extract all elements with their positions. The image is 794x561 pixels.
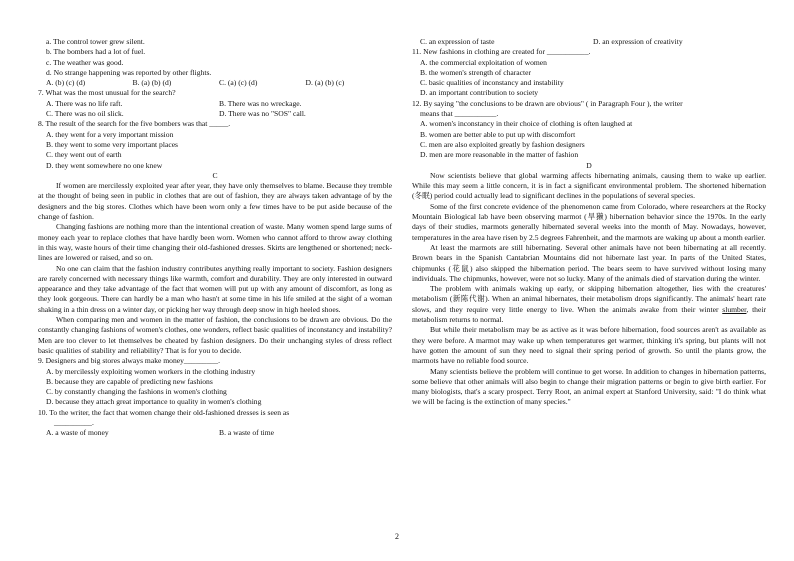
q8-option-a[interactable]: A. they went for a very important mission [46,129,174,139]
q7-options-row1 [38,99,392,109]
q11-stem: 11. New fashions in clothing are created for ___________. [412,47,591,57]
q11-option-a[interactable]: A. the commercial exploitation of women [420,57,547,67]
choice-d[interactable]: D. (a) (b) (c) [305,78,345,88]
q9-option-a[interactable]: A. by mercilessly exploiting women workers in the clothing industry [46,366,256,376]
q10-option-b[interactable]: B. a waste of time [219,428,275,438]
passage-d-paragraph-2: Some of the first concrete evidence of the phenomenon came from Colorado, where researchers at the Rocky Mountain Biological lab have been observing marmot (旱獭) hibernation behavior since the 1970s. In the early days of their studies, marmots generally hibernated several weeks into the month of May. Nowadays, however, temperatures in the area have risen by 2.5 degrees Fahrenheit, and the marmots are waking up about a month earlier. [412,201,766,242]
q7-option-b[interactable]: B. There was no wreckage. [219,98,302,108]
page-number: 2 [395,532,399,541]
passage-c-paragraph-3: No one can claim that the fashion industry contributes anything really important to society. Fashion designers are rarely concerned with necessary things like warmth, comfort and durability. They are only interested in outward appearance and they take advantage of the fact that women will put up with any amount of discomfort, as long as they look gorgeous. There can hardly be a man who hasn't at some time in his life smiled at the sight of a woman shaking in a thin dress on a winter day, or picking her way through deep snow in high heeled shoes. [38,263,392,314]
q12-option-b[interactable]: B. women are better able to put up with discomfort [420,129,576,139]
q7-option-d[interactable]: D. There was no "SOS" call. [219,109,306,119]
q9-option-b[interactable]: B. because they are capable of predicting new fashions [46,376,213,386]
q6-choices [38,78,392,88]
passage-d-paragraph-4 [412,284,766,325]
q10-option-c[interactable]: C. an expression of taste [420,37,495,46]
q10-option-a[interactable]: A. a waste of money [46,428,109,438]
q10-option-d[interactable]: D. an expression of creativity [593,37,683,46]
q12-stem-line1: 12. By saying "the conclusions to be drawn are obvious" ( in Paragraph Four ), the writer [412,98,683,108]
q11-option-c[interactable]: C. basic qualities of inconstancy and instability [420,78,564,88]
section-d-heading: D [586,160,592,170]
underlined-word-slumber: slumber [722,304,747,314]
q7-option-c[interactable]: C. There was no oil slick. [46,109,124,119]
section-c-heading: C [212,170,218,180]
q8-option-b[interactable]: B. they went to some very important places [46,139,179,149]
q8-option-d[interactable]: D. they went somewhere no one knew [46,160,163,170]
q11-option-d[interactable]: D. an important contribution to society [420,88,539,98]
q7-statement-b: b. The bombers had a lot of fuel. [46,47,146,57]
q10-options-row2 [412,37,766,47]
q7-statement-a: a. The control tower grew silent. [46,37,145,46]
q9-option-c[interactable]: C. by constantly changing the fashions in women's clothing [46,387,227,397]
q10-blank: __________. [54,417,94,427]
q12-option-d[interactable]: D. men are more reasonable in the matter of fashion [420,150,579,160]
q9-stem: 9. Designers and big stores always make money_________. [38,356,221,366]
passage-d-paragraph-3: At least the marmots are still hibernating. Several other animals have not been hibernating at all recently. Brown bears in the Spanish Cantabrian Mountains did not hibernate last year. In parts of the United States, chipmunks (花鼠) also skipped the hibernation period. The bears seem to have survived without losing many individuals. The chipmunks, however, were not so lucky. Many of the animals died of starvation during the winter. [412,242,766,283]
passage-c-paragraph-4: When comparing men and women in the matter of fashion, the conclusions to be drawn are obvious. Do the constantly changing fashions of women's clothes, one wonders, reflect basic qualities of inconstancy and instability? Men are too clever to let themselves be cheated by fashion designers. Do their unchanging styles of dress reflect basic qualities of stability and reliability? That is for you to decide. [38,315,392,355]
passage-c-paragraph-2: Changing fashions are nothing more than the intentional creation of waste. Many women spend large sums of money each year to replace clothes that have hardly been worn. Women who cannot afford to throw away clothing in this way, waste hours of their time changing their old-fashioned dresses. Skirts are lengthened or shortened; neck-lines are lowered or raised, and so on. [38,222,392,263]
q11-option-b[interactable]: B. the women's strength of character [420,67,532,77]
passage-c-paragraph-1: If women are mercilessly exploited year after year, they have only themselves to blame. Because they tremble at the thought of being seen in public in clothes that are out of fashion, they are always taken advantage of by the designers and the big stores. Clothes which have been worn only a few times have to be put aside because of the change of fashion. [38,181,392,222]
right-column [412,37,766,408]
q10-options-row1 [38,428,392,438]
q8-option-c[interactable]: C. they went out of earth [46,150,122,160]
q9-option-d[interactable]: D. because they attach great importance to quality in women's clothing [46,397,262,407]
q7-options-row2 [38,109,392,119]
q7-stem: 7. What was the most unusual for the search? [38,88,176,98]
choice-c[interactable]: C. (a) (c) (d) [219,78,258,88]
q12-option-a[interactable]: A. women's inconstancy in their choice of clothing is often laughed at [420,119,633,129]
q7-statement-d: d. No strange happening was reported by other flights. [46,67,212,77]
q7-option-a[interactable]: A. There was no life raft. [46,98,123,108]
paragraph-4-tail: , their metabolism returns to normal. [412,304,766,325]
choice-b[interactable]: B. (a) (b) (d) [132,78,172,88]
choice-a[interactable]: A. (b) (c) (d) [46,78,86,88]
passage-d-paragraph-6: Many scientists believe the problem will continue to get worse. In addition to changes in hibernation patterns, some believe that other animals will also begin to change their migration patterns or begin to give birth earlier. For many biologists, that's a scary prospect. Terry Root, an animal expert at Stanford University, said: "I do think what we will be facing is the extinction of many species." [412,366,766,407]
passage-d-paragraph-5: But while their metabolism may be as active as it was before hibernation, food sources aren't as available as they were before. A marmot may wake up when temperatures get warmer, thinking it's spring, but plants will not have gotten the amount of sun they need to signal their spring period of growth. So until the plants grow, the marmots have no reliable food source. [412,325,766,366]
q12-stem-line2: means that ___________. [420,109,499,119]
q10-stem: 10. To the writer, the fact that women change their old-fashioned dresses is seen as [38,407,290,417]
q12-option-c[interactable]: C. men are also exploited greatly by fashion designers [420,139,585,149]
paragraph-4-text: The problem with animals waking up early, or skipping hibernation altogether, lies with the creatures' metabolism (新陈代谢). When an animal hibernates, their metabolism drops significantly. The animals' heart rate slows, and they require very little energy to live. When the animals awake from their winter [412,284,766,314]
passage-d-paragraph-1: Now scientists believe that global warming affects hibernating animals, causing them to wake up earlier. While this may seem a little concern, it is in fact a significant environmental problem. The shortened hibernation (冬眠) period could actually lead to significant declines in the populations of several species. [412,170,766,201]
q7-statement-c: c. The weather was good. [46,57,124,67]
q8-stem: 8. The result of the search for the five bombers was that _____. [38,119,231,129]
left-column [38,37,392,439]
